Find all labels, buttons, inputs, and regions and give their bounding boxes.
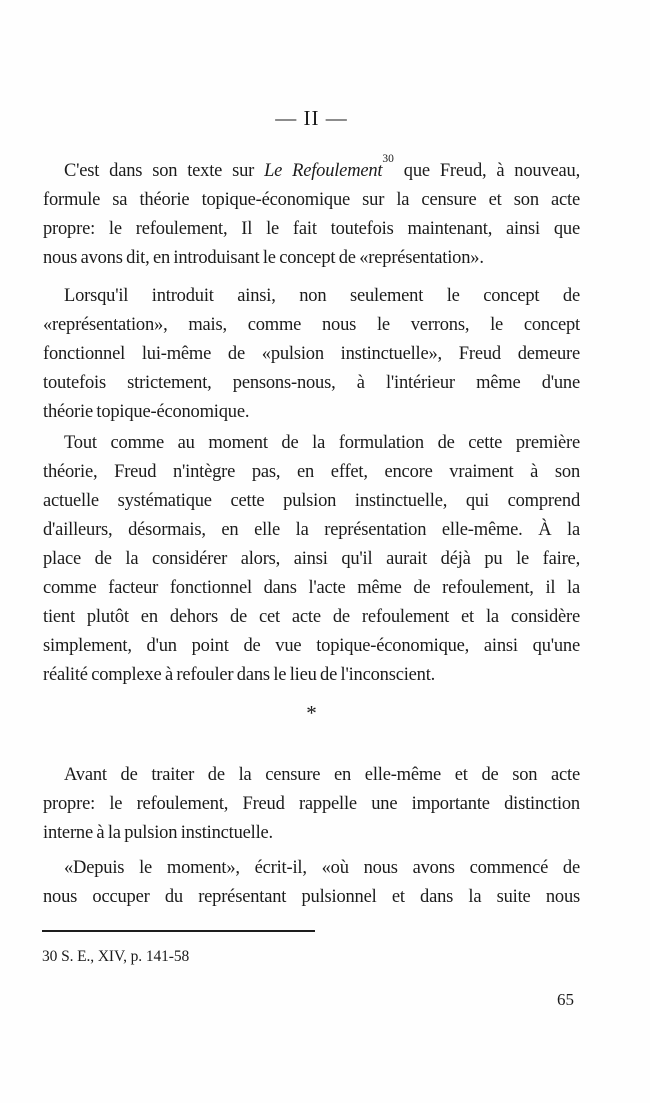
paragraph-5 [43, 854, 580, 912]
asterisk-section-break: * [306, 701, 317, 725]
paragraph-1-tail: que Freud, à nouveau, [393, 161, 580, 181]
text-line: d'ailleurs, désormais, en elle la représentation elle-même. À la [43, 520, 580, 540]
footnote-reference-30: 30 [382, 152, 394, 165]
text-line: fonctionnel lui-même de «pulsion instinctuelle», Freud demeure [43, 344, 580, 364]
text-line [43, 152, 580, 186]
paragraph-3 [43, 429, 580, 690]
paragraph-1 [43, 152, 580, 273]
footnote-text: 30 S. E., XIV, p. 141-58 [42, 948, 190, 965]
text-line: Avant de traiter de la censure en elle-même et de son acte [64, 765, 580, 785]
text-line: formule sa théorie topique-économique sur la censure et son acte [43, 190, 580, 210]
text-line: nous occuper du représentant pulsionnel et dans la suite nous [43, 887, 580, 907]
text-line: place de la considérer alors, ainsi qu'il aurait déjà pu le faire, [43, 549, 580, 569]
text-line: actuelle systématique cette pulsion instinctuelle, qui comprend [43, 491, 580, 511]
section-heading: — II — [275, 106, 348, 130]
text-line: Tout comme au moment de la formulation de cette première [64, 433, 580, 453]
page-number: 65 [557, 990, 574, 1009]
paragraph-4 [43, 761, 580, 848]
text-line: tient plutôt en dehors de cet acte de refoulement et la considère [43, 607, 580, 627]
paragraph-1-lead: C'est dans son texte sur [64, 161, 265, 181]
text-line: toutefois strictement, pensons-nous, à l'intérieur même d'une [43, 373, 580, 393]
text-line: «représentation», mais, comme nous le verrons, le concept [43, 315, 580, 335]
text-line: nous avons dit, en introduisant le concept de «représentation». [43, 248, 484, 268]
paragraph-2 [43, 282, 580, 427]
text-line: interne à la pulsion instinctuelle. [43, 823, 273, 843]
text-line: simplement, d'un point de vue topique-économique, ainsi qu'une [43, 636, 580, 656]
text-line: théorie, Freud n'intègre pas, en effet, encore vraiment à son [43, 462, 580, 482]
work-title-le-refoulement: Le Refoulement [264, 161, 383, 181]
text-line: réalité complexe à refouler dans le lieu de l'inconscient. [43, 665, 436, 685]
text-line: propre: le refoulement, Il le fait toutefois maintenant, ainsi que [43, 219, 580, 239]
footnote-divider-rule [42, 930, 315, 932]
text-line: propre: le refoulement, Freud rappelle une importante distinction [43, 794, 580, 814]
text-line: Lorsqu'il introduit ainsi, non seulement le concept de [64, 286, 580, 306]
text-line: comme facteur fonctionnel dans l'acte même de refoulement, il la [43, 578, 580, 598]
text-line: théorie topique-économique. [43, 402, 250, 422]
text-line: «Depuis le moment», écrit-il, «où nous avons commencé de [64, 858, 580, 878]
